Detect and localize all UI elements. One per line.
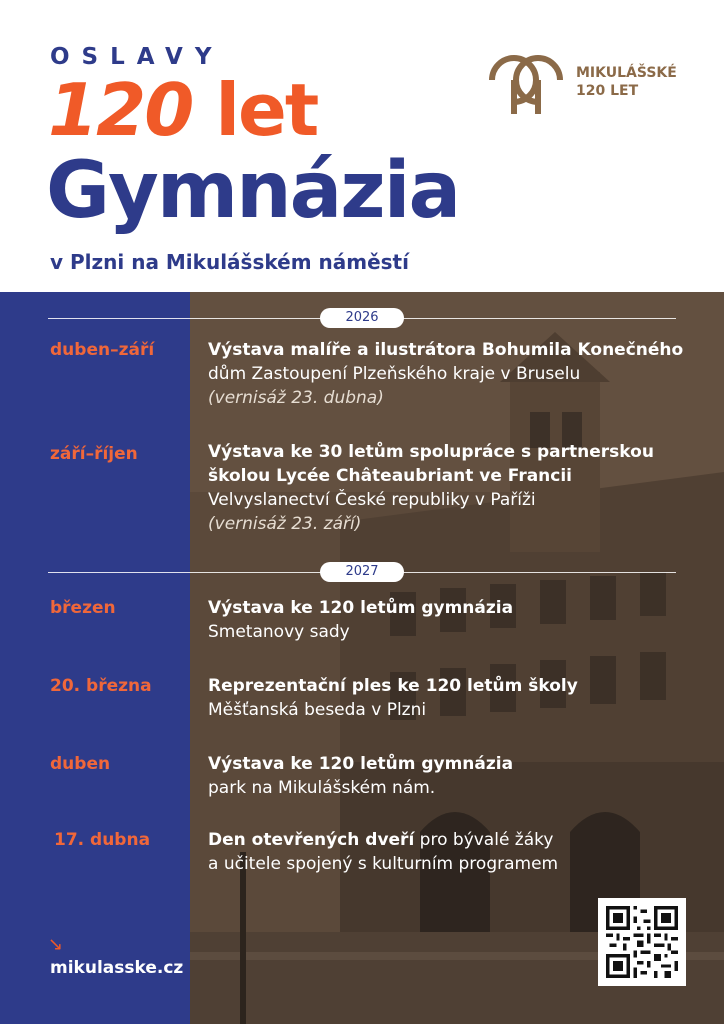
- event-item: [208, 440, 698, 536]
- header: [0, 0, 724, 292]
- event-date: září–říjen: [50, 444, 138, 464]
- event-date: duben–září: [50, 340, 155, 360]
- event-line2: a učitele spojený s kulturním programem: [208, 854, 559, 874]
- arrow-down-left-icon: ↘: [48, 934, 64, 955]
- left-column: [0, 292, 190, 1024]
- event-place: park na Mikulášském nám.: [208, 778, 436, 798]
- event-place: dům Zastoupení Plzeňského kraje v Bruselu: [208, 364, 581, 384]
- logo-line1: MIKULÁŠSKÉ: [576, 65, 677, 81]
- event-date: březen: [50, 598, 116, 618]
- event-title-line: [208, 828, 698, 852]
- event-date: 20. března: [50, 676, 152, 696]
- subtitle: v Plzni na Mikulášském náměstí: [50, 250, 409, 274]
- event-date: duben: [50, 754, 111, 774]
- website-link[interactable]: mikulasske.cz: [50, 958, 184, 978]
- qr-code-icon[interactable]: [598, 898, 686, 986]
- qr-code-graphic: [606, 906, 678, 978]
- logo-text: [576, 64, 677, 100]
- event-place: Smetanovy sady: [208, 622, 350, 642]
- anniversary-number: [48, 68, 318, 152]
- logo: [488, 46, 688, 116]
- event-place: Velvyslanectví České republiky v Paříži: [208, 490, 536, 510]
- event-title: Výstava malíře a ilustrátora Bohumila Konečného: [208, 340, 684, 360]
- event-note: (vernisáž 23. září): [208, 514, 362, 534]
- anniversary-number-value: 120: [48, 68, 193, 152]
- event-item: [208, 674, 698, 722]
- page-title: Gymnázia: [46, 146, 460, 236]
- kicker: OSLAVY: [50, 44, 224, 70]
- event-title-line2: školou Lycée Châteaubriant ve Francii: [208, 466, 573, 486]
- event-title: Výstava ke 120 letům gymnázia: [208, 754, 514, 774]
- logo-line2: 120 LET: [576, 83, 639, 99]
- event-title-line1: Výstava ke 30 letům spolupráce s partnerskou: [208, 442, 654, 462]
- year-label-2027: 2027: [320, 562, 404, 582]
- event-note: (vernisáž 23. dubna): [208, 388, 384, 408]
- event-place: Měšťanská beseda v Plzni: [208, 700, 427, 720]
- event-title-rest: pro bývalé žáky: [414, 830, 554, 850]
- anniversary-suffix: let: [192, 68, 318, 152]
- event-title: Výstava ke 120 letům gymnázia: [208, 598, 514, 618]
- event-item: [208, 338, 698, 410]
- year-label-2026: 2026: [320, 308, 404, 328]
- event-date: 17. dubna: [54, 830, 151, 850]
- event-item: [208, 752, 698, 800]
- event-title-bold: Den otevřených dveří: [208, 830, 415, 850]
- event-item: [208, 596, 698, 644]
- event-item: [208, 828, 698, 876]
- gp-monogram-icon: [488, 46, 564, 116]
- event-title: Reprezentační ples ke 120 letům školy: [208, 676, 578, 696]
